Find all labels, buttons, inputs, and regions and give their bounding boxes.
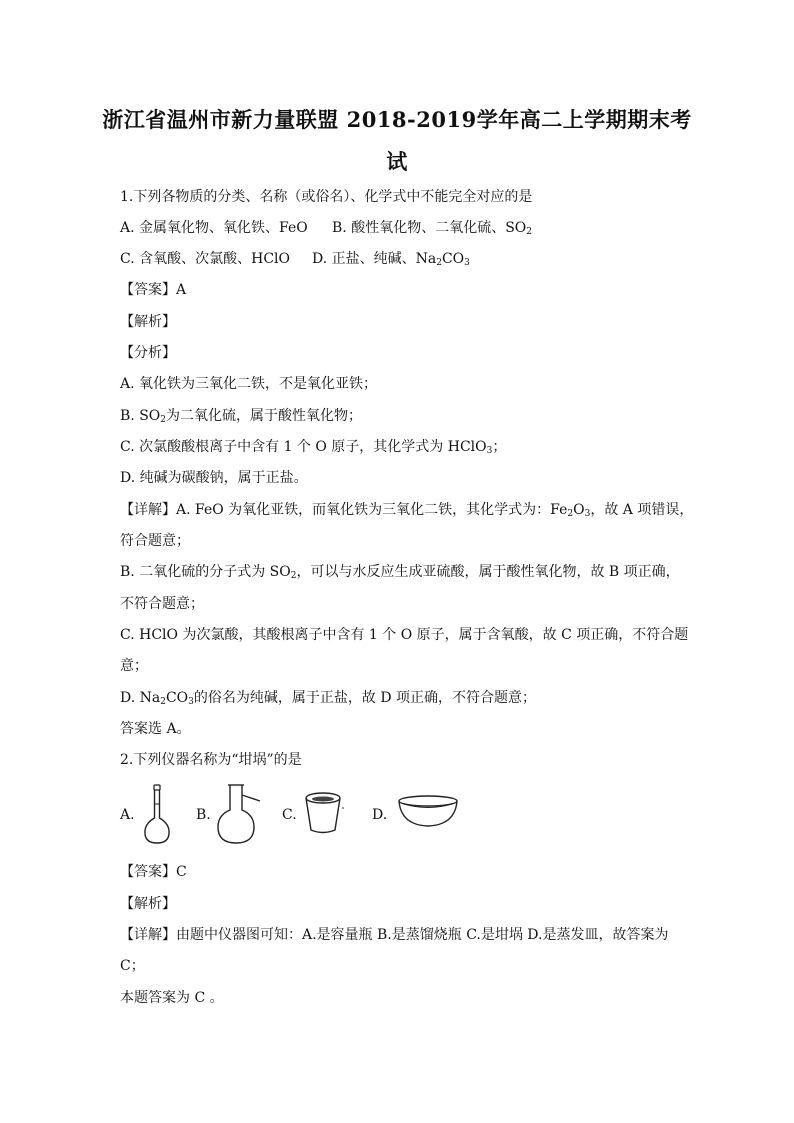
document-title-line-2: 试 — [386, 149, 408, 174]
q1-fenxi-heading: 【分析】 — [120, 345, 176, 361]
evaporating-dish-icon — [396, 794, 460, 830]
q1-fenxi-b: B. $SO_2$为二氧化硫，属于酸性氧化物； — [120, 408, 362, 425]
q1-detail-d: D. $Na_2CO_3$的俗名为纯碱，属于正盐，故 D 项正确，不符合题意； — [120, 690, 537, 707]
q2-label-b: B. — [196, 807, 211, 823]
q2-final-answer: 本题答案为 C 。 — [120, 990, 224, 1006]
q2-detail-line-1: 【详解】由题中仪器图可知：A.是容量瓶 B.是蒸馏烧瓶 C.是坩埚 D.是蒸发皿，故答案为 — [120, 927, 669, 943]
q2-detail-line-2: C； — [120, 958, 145, 974]
q1-detail-b-line-1: B. 二氧化硫的分子式为 $SO_2$，可以与水反应生成亚硫酸，属于酸性氧化物，故 B 项正确， — [120, 564, 680, 581]
document-title-line-1: 浙江省温州市新力量联盟 2018-2019学年高二上学期期末考 — [102, 107, 692, 132]
q1-detail-c-line-2: 意； — [120, 658, 148, 674]
q1-final-answer: 答案选 A。 — [120, 721, 191, 737]
q1-option-a: A. 金属氧化物、氧化铁、FeO — [120, 220, 308, 236]
q1-stem: 1.下列各物质的分类、名称（或俗名）、化学式中不能完全对应的是 — [120, 189, 533, 205]
q1-detail-c-line-1: C. HClO 为次氯酸，其酸根离子中含有 1 个 O 原子，属于含氧酸，故 C 项正确，不符合题 — [120, 627, 689, 643]
q2-label-a: A. — [120, 807, 135, 823]
distillation-flask-icon — [216, 782, 264, 846]
q2-stem: 2.下列仪器名称为“坩埚”的是 — [120, 752, 302, 768]
q1-option-c: C. 含氧酸、次氯酸、HClO — [120, 251, 290, 267]
q1-detail-a-line-2: 符合题意； — [120, 533, 190, 549]
q1-option-b: B. 酸性氧化物、二氧化硫、$SO_2$ — [332, 220, 532, 237]
crucible-icon — [302, 790, 346, 836]
q2-jiexi-heading: 【解析】 — [120, 896, 176, 912]
q2-answer: 【答案】C — [120, 864, 187, 880]
q2-apparatus-options — [120, 780, 460, 850]
q1-detail-a-line-1: 【详解】A. FeO 为氧化亚铁，而氧化铁为三氧化二铁，其化学式为：$Fe_2O_3$，故 A 项错误， — [120, 502, 694, 519]
q2-label-c: C. — [282, 807, 297, 823]
q1-jiexi-heading: 【解析】 — [120, 314, 176, 330]
q1-fenxi-c: C. 次氯酸酸根离子中含有 1 个 O 原子，其化学式为 HClO$_3$； — [120, 439, 507, 456]
q1-fenxi-a: A. 氧化铁为三氧化二铁，不是氧化亚铁； — [120, 376, 378, 392]
q1-fenxi-d: D. 纯碱为碳酸钠，属于正盐。 — [120, 470, 308, 486]
q2-label-d: D. — [372, 807, 388, 823]
q1-options-ab — [120, 217, 532, 237]
q1-options-cd — [120, 248, 470, 268]
volumetric-flask-icon — [142, 784, 172, 846]
q1-detail-b-line-2: 不符合题意； — [120, 596, 204, 612]
q1-option-d: D. 正盐、纯碱、$Na_2CO_3$ — [312, 251, 470, 268]
q1-answer: 【答案】A — [120, 282, 187, 298]
